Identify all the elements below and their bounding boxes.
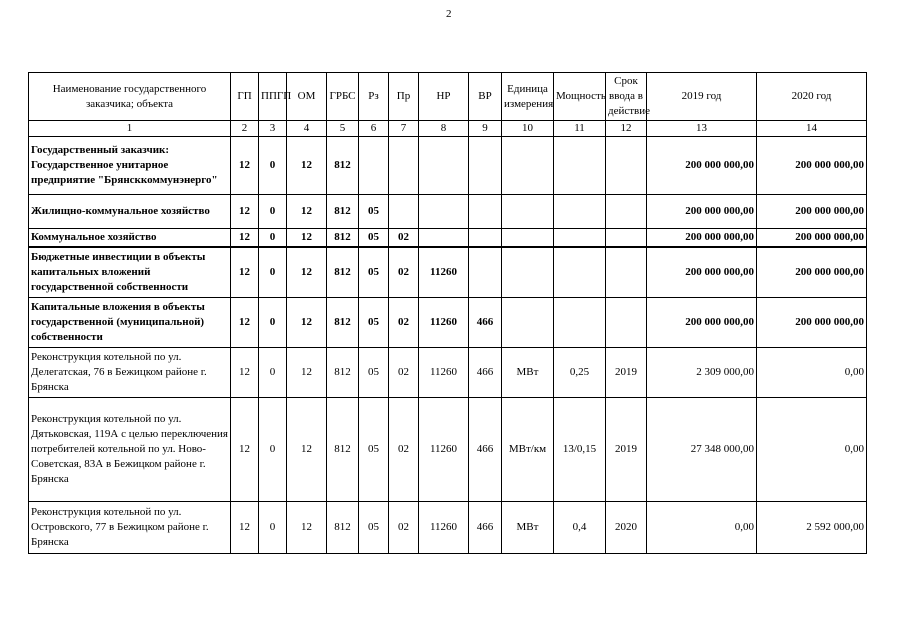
cell-vr [469,229,502,248]
cell-name: Бюджетные инвестиции в объекты капитальных вложений государственной собственности [29,247,231,297]
cell-unit: МВт [502,347,554,397]
cell-rz: 05 [359,195,389,229]
cell-y2019: 200 000 000,00 [647,297,757,347]
cell-gp: 12 [231,195,259,229]
cell-rz: 05 [359,297,389,347]
cell-np: 11260 [419,397,469,501]
cell-ppgp: 0 [259,297,287,347]
cell-pr: 02 [389,501,419,553]
header-vr: ВР [469,73,502,121]
cell-gp: 12 [231,397,259,501]
column-number: 8 [419,121,469,137]
cell-grbs: 812 [327,397,359,501]
header-grbs: ГРБС [327,73,359,121]
header-np: НР [419,73,469,121]
cell-vr: 466 [469,347,502,397]
cell-deadline: 2019 [606,347,647,397]
cell-unit: МВт [502,501,554,553]
cell-y2020: 200 000 000,00 [757,229,867,248]
table-row [29,397,867,501]
cell-np: 11260 [419,347,469,397]
cell-rz: 05 [359,397,389,501]
cell-vr: 466 [469,501,502,553]
cell-om: 12 [287,247,327,297]
column-number: 9 [469,121,502,137]
header-pr: Пр [389,73,419,121]
column-number-row [29,121,867,137]
header-gp: ГП [231,73,259,121]
cell-y2019: 200 000 000,00 [647,137,757,195]
cell-deadline [606,137,647,195]
column-number: 4 [287,121,327,137]
header-2020: 2020 год [757,73,867,121]
column-number: 11 [554,121,606,137]
cell-rz: 05 [359,347,389,397]
cell-name: Капитальные вложения в объекты государственной (муниципальной) собственности [29,297,231,347]
cell-y2019: 200 000 000,00 [647,247,757,297]
table-row [29,247,867,297]
column-number: 5 [327,121,359,137]
cell-gp: 12 [231,247,259,297]
cell-gp: 12 [231,501,259,553]
cell-pr: 02 [389,247,419,297]
header-2019: 2019 год [647,73,757,121]
cell-vr: 466 [469,297,502,347]
column-number: 1 [29,121,231,137]
cell-pr [389,195,419,229]
cell-gp: 12 [231,297,259,347]
cell-y2020: 200 000 000,00 [757,195,867,229]
table-row [29,297,867,347]
cell-om: 12 [287,297,327,347]
cell-rz: 05 [359,247,389,297]
cell-om: 12 [287,397,327,501]
cell-ppgp: 0 [259,137,287,195]
table-row [29,347,867,397]
cell-y2019: 0,00 [647,501,757,553]
cell-rz [359,137,389,195]
cell-vr [469,195,502,229]
cell-pr: 02 [389,229,419,248]
cell-pr: 02 [389,397,419,501]
cell-pr: 02 [389,347,419,397]
cell-grbs: 812 [327,229,359,248]
cell-om: 12 [287,501,327,553]
cell-grbs: 812 [327,247,359,297]
cell-deadline [606,229,647,248]
header-name: Наименование государственного заказчика; объекта [29,73,231,121]
column-number: 14 [757,121,867,137]
cell-power [554,229,606,248]
cell-power [554,247,606,297]
cell-name: Коммунальное хозяйство [29,229,231,248]
cell-y2019: 27 348 000,00 [647,397,757,501]
column-number: 12 [606,121,647,137]
cell-np: 11260 [419,501,469,553]
cell-grbs: 812 [327,137,359,195]
budget-table [28,72,867,554]
cell-unit [502,247,554,297]
cell-power [554,297,606,347]
column-number: 7 [389,121,419,137]
cell-rz: 05 [359,501,389,553]
cell-y2020: 200 000 000,00 [757,297,867,347]
cell-vr: 466 [469,397,502,501]
cell-om: 12 [287,137,327,195]
cell-grbs: 812 [327,195,359,229]
cell-unit [502,229,554,248]
cell-np: 11260 [419,247,469,297]
cell-np: 11260 [419,297,469,347]
cell-om: 12 [287,229,327,248]
cell-ppgp: 0 [259,397,287,501]
cell-unit: МВт/км [502,397,554,501]
cell-rz: 05 [359,229,389,248]
cell-y2020: 200 000 000,00 [757,137,867,195]
cell-name: Жилищно-коммунальное хозяйство [29,195,231,229]
cell-ppgp: 0 [259,195,287,229]
cell-ppgp: 0 [259,247,287,297]
header-rz: Рз [359,73,389,121]
cell-deadline: 2020 [606,501,647,553]
header-row [29,73,867,121]
table-row [29,137,867,195]
cell-grbs: 812 [327,347,359,397]
cell-name: Реконструкция котельной по ул. Делегатская, 76 в Бежицком районе г. Брянска [29,347,231,397]
column-number: 6 [359,121,389,137]
cell-om: 12 [287,347,327,397]
cell-deadline: 2019 [606,397,647,501]
cell-name: Реконструкция котельной по ул. Дятьковская, 119А с целью переключения потребителей котельной по ул. Ново-Советская, 83А в Бежицком районе г. Брянска [29,397,231,501]
column-number: 10 [502,121,554,137]
cell-y2019: 2 309 000,00 [647,347,757,397]
cell-pr [389,137,419,195]
cell-vr [469,247,502,297]
cell-y2019: 200 000 000,00 [647,195,757,229]
header-ppgp: ППГП [259,73,287,121]
table-row [29,229,867,248]
cell-deadline [606,195,647,229]
cell-power [554,137,606,195]
cell-vr [469,137,502,195]
cell-name: Реконструкция котельной по ул. Островского, 77 в Бежицком районе г. Брянска [29,501,231,553]
cell-ppgp: 0 [259,229,287,248]
header-deadline: Срок ввода в действие [606,73,647,121]
cell-power: 0,25 [554,347,606,397]
cell-unit [502,137,554,195]
cell-deadline [606,297,647,347]
cell-grbs: 812 [327,501,359,553]
cell-y2020: 0,00 [757,397,867,501]
cell-unit [502,297,554,347]
cell-gp: 12 [231,229,259,248]
header-unit: Единица измерения [502,73,554,121]
header-om: ОМ [287,73,327,121]
cell-power: 0,4 [554,501,606,553]
cell-unit [502,195,554,229]
table-row [29,501,867,553]
column-number: 2 [231,121,259,137]
page-number: 2 [446,8,452,20]
column-number: 13 [647,121,757,137]
cell-power: 13/0,15 [554,397,606,501]
cell-np [419,137,469,195]
cell-np [419,195,469,229]
cell-grbs: 812 [327,297,359,347]
cell-gp: 12 [231,347,259,397]
cell-gp: 12 [231,137,259,195]
column-number: 3 [259,121,287,137]
cell-om: 12 [287,195,327,229]
cell-power [554,195,606,229]
cell-deadline [606,247,647,297]
cell-ppgp: 0 [259,501,287,553]
table-row [29,195,867,229]
cell-y2020: 2 592 000,00 [757,501,867,553]
cell-y2020: 0,00 [757,347,867,397]
header-power: Мощность [554,73,606,121]
cell-y2020: 200 000 000,00 [757,247,867,297]
cell-pr: 02 [389,297,419,347]
cell-ppgp: 0 [259,347,287,397]
cell-name: Государственный заказчик: Государственное унитарное предприятие "Брянсккоммунэнерго" [29,137,231,195]
cell-np [419,229,469,248]
cell-y2019: 200 000 000,00 [647,229,757,248]
